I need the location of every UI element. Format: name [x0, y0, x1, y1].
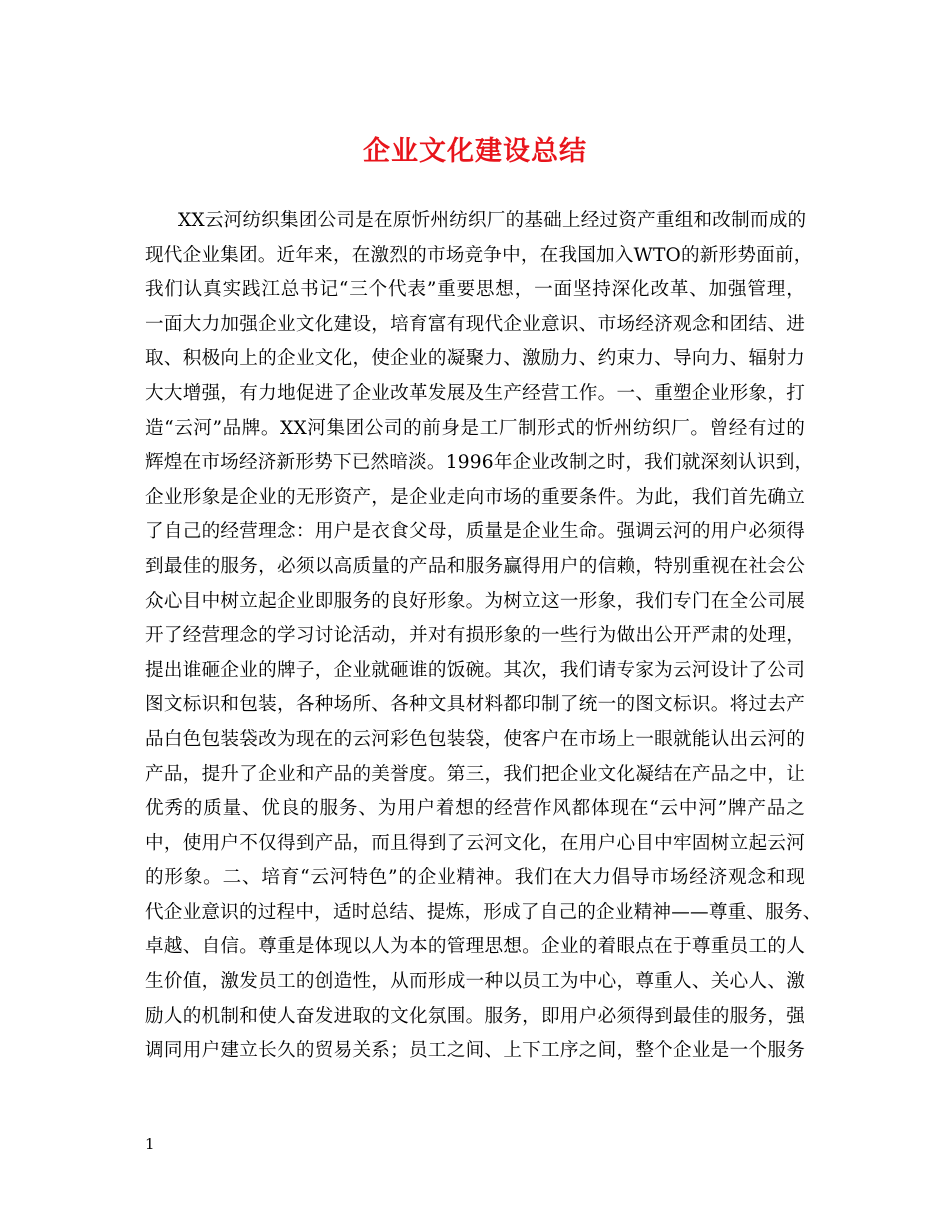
body-line: 优秀的质量、优良的服务、为用户着想的经营作风都体现在“云中河”牌产品之	[145, 798, 805, 820]
body-line: 图文标识和包装，各种场所、各种文具材料都印制了统一的图文标识。将过去产	[145, 694, 805, 716]
body-line: 提出谁砸企业的牌子，企业就砸谁的饭碗。其次，我们请专家为云河设计了公司	[145, 659, 805, 681]
body-line: XX云河纺织集团公司是在原忻州纺织厂的基础上经过资产重组和改制而成的	[178, 210, 807, 231]
body-line: 中，使用户不仅得到产品，而且得到了云河文化，在用户心目中牢固树立起云河	[145, 832, 805, 854]
body-line: 代企业意识的过程中，适时总结、提炼，形成了自己的企业精神——尊重、服务、	[145, 901, 822, 923]
body-line: 现代企业集团。近年来，在激烈的市场竞争中，在我国加入WTO的新形势面前，	[145, 244, 813, 266]
body-line: 品白色包装袋改为现在的云河彩色包装袋，使客户在市场上一眼就能认出云河的	[145, 728, 805, 750]
body-line: 企业形象是企业的无形资产，是企业走向市场的重要条件。为此，我们首先确立	[145, 486, 805, 508]
body-line: 我们认真实践江总书记“三个代表”重要思想，一面坚持深化改革、加强管理，	[145, 279, 805, 301]
document-title: 企业文化建设总结	[363, 136, 587, 167]
body-line: 调同用户建立长久的贸易关系；员工之间、上下工序之间，整个企业是一个服务	[145, 1040, 805, 1062]
body-line: 造“云河”品牌。XX河集团公司的前身是工厂制形式的忻州纺织厂。曾经有过的	[145, 417, 805, 439]
body-line: 励人的机制和使人奋发进取的文化氛围。服务，即用户必须得到最佳的服务，强	[145, 1005, 805, 1027]
body-line: 产品，提升了企业和产品的美誉度。第三，我们把企业文化凝结在产品之中，让	[145, 763, 805, 785]
body-line: 生价值，激发员工的创造性，从而形成一种以员工为中心，尊重人、关心人、激	[145, 971, 805, 993]
body-line: 取、积极向上的企业文化，使企业的凝聚力、激励力、约束力、导向力、辐射力	[145, 348, 805, 370]
page-number: 1	[145, 1135, 155, 1153]
document-body	[145, 204, 822, 1069]
body-line: 一面大力加强企业文化建设，培育富有现代企业意识、市场经济观念和团结、进	[145, 313, 805, 335]
body-line: 了自己的经营理念：用户是衣食父母，质量是企业生命。强调云河的用户必须得	[145, 521, 805, 543]
body-line: 的形象。二、培育“云河特色”的企业精神。我们在大力倡导市场经济观念和现	[145, 867, 805, 889]
body-line: 开了经营理念的学习讨论活动，并对有损形象的一些行为做出公开严肃的处理，	[145, 625, 805, 647]
body-line: 到最佳的服务，必须以高质量的产品和服务赢得用户的信赖，特别重视在社会公	[145, 555, 805, 577]
body-line: 大大增强，有力地促进了企业改革发展及生产经营工作。一、重塑企业形象，打	[145, 382, 805, 404]
body-line: 卓越、自信。尊重是体现以人为本的管理思想。企业的着眼点在于尊重员工的人	[145, 936, 805, 958]
body-line: 辉煌在市场经济新形势下已然暗淡。1996年企业改制之时，我们就深刻认识到，	[145, 452, 814, 474]
body-line: 众心目中树立起企业即服务的良好形象。为树立这一形象，我们专门在全公司展	[145, 590, 805, 612]
